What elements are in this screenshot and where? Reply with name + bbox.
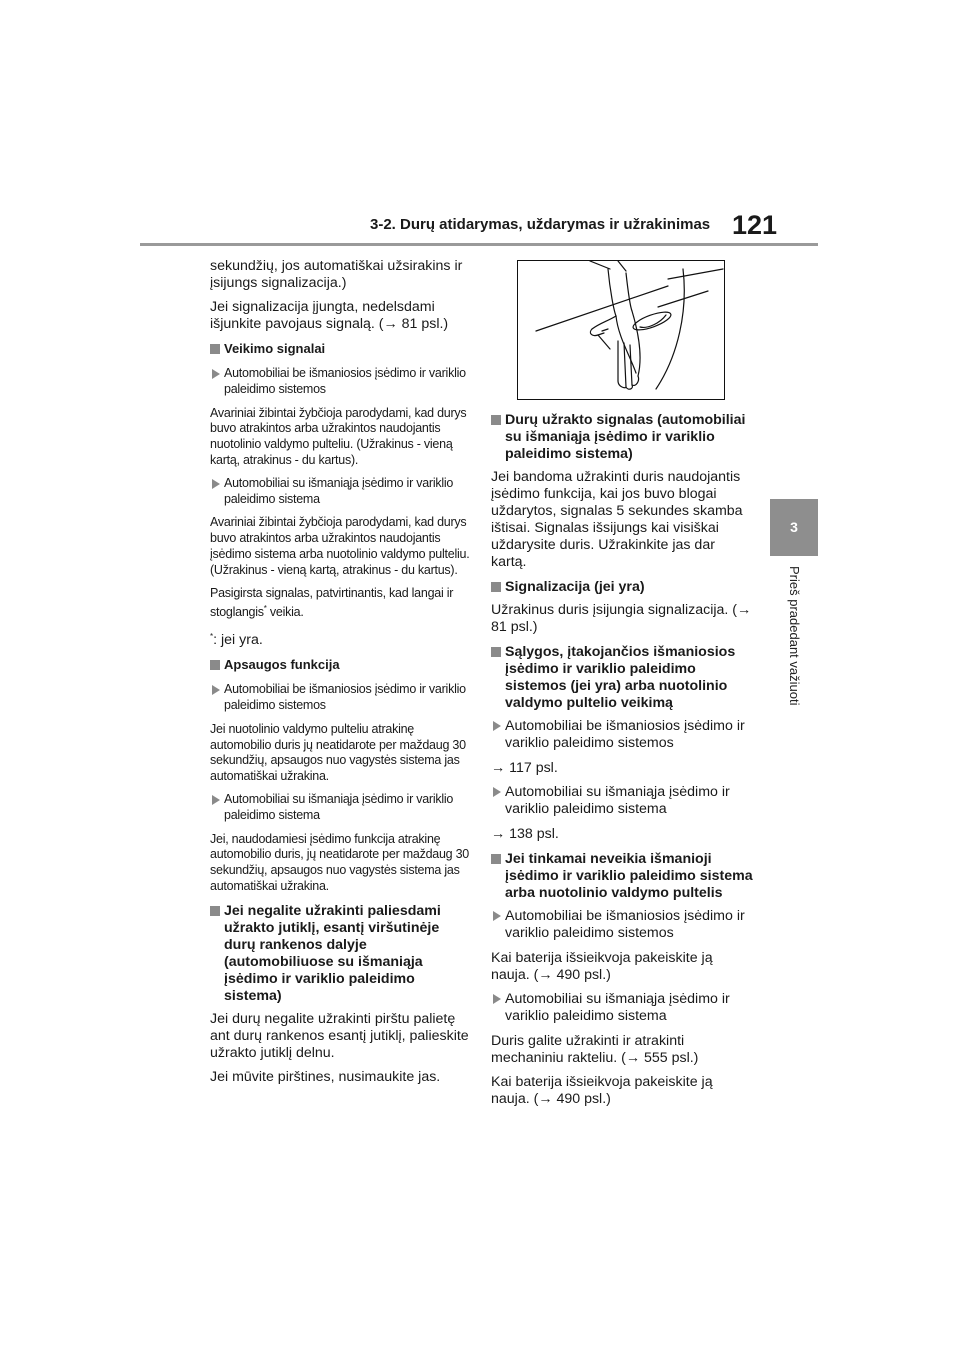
square-bullet-icon [491, 854, 501, 864]
operation-signals-text-3: Pasigirsta signalas, patvirtinantis, kad langai ir stoglangis* veikia. [210, 585, 454, 620]
bullet-item: Automobiliai be išmaniosios įsėdimo ir variklio paleidimo sistemos [491, 908, 753, 942]
operation-signals-text-2: Avariniai žibintai žybčioja parodydami, kad durys buvo atrakintos arba užrakintos naudojantis įsėdimo sistema arba nuotolinio valdymo pulteliu. (Užrakinus - vieną kartą, atrakinus - du kartus). [210, 515, 470, 577]
operation-signals-heading: Veikimo signalai [210, 341, 472, 357]
header-rule [140, 243, 818, 246]
page-number: 121 [732, 210, 778, 240]
square-bullet-icon [491, 415, 501, 425]
conditions-reference-1: → 117 psl. [491, 760, 558, 776]
intro-text-2: Jei signalizacija įjungta, nedelsdami išjunkite pavojaus signalą. (→ 81 psl.) [210, 299, 449, 332]
triangle-bullet-icon [493, 787, 501, 797]
chapter-label: Prieš pradedant važiuoti [787, 566, 802, 706]
malfunction-heading: Jei tinkamai neveikia išmanioji įsėdimo ir variklio paleidimo sistema arba nuotolinio valdymo pultelis [491, 851, 753, 902]
security-text-1: Jei nuotolinio valdymo pulteliu atrakinę automobilio duris jų neatidarote per maždaug 30 sekundžių, apsaugos nuo vagystės sistema jas automatiškai užrakina. [210, 721, 466, 784]
square-bullet-icon [210, 906, 220, 916]
malfunction-text-3: Kai baterija išsieikvoja pakeiskite ją nauja. (→ 490 psl.) [491, 1074, 713, 1107]
square-bullet-icon [491, 647, 501, 657]
square-bullet-icon [210, 344, 220, 354]
lock-sensor-text-2: Jei mūvite pirštines, nusimaukite jas. [210, 1068, 441, 1085]
triangle-bullet-icon [212, 369, 220, 379]
bullet-item: Automobiliai su išmaniąja įsėdimo ir variklio paleidimo sistema [210, 476, 472, 508]
triangle-bullet-icon [212, 795, 220, 805]
footnote: *: jei yra. [210, 632, 263, 649]
security-text-2: Jei, naudodamiesi įsėdimo funkcija atrakinę automobilio duris, jų neatidarote per maždaug 30 sekundžių, apsaugos nuo vagystės sistema jas automatiškai užrakina. [210, 831, 470, 893]
hand-door-handle-illustration [517, 260, 725, 400]
bullet-item: Automobiliai be išmaniosios įsėdimo ir variklio paleidimo sistemos [210, 682, 472, 714]
right-column [491, 404, 753, 1115]
malfunction-text-2: Duris galite užrakinti ir atrakinti mechaniniu rakteliu. (→ 555 psl.) [491, 1033, 699, 1066]
conditions-heading: Sąlygos, įtakojančios išmaniosios įsėdimo ir variklio paleidimo sistemos (jei yra) arba nuotolinio valdymo pultelio veikimą [491, 644, 753, 712]
conditions-reference-2: → 138 psl. [491, 826, 559, 842]
alarm-heading: Signalizacija (jei yra) [491, 579, 753, 596]
square-bullet-icon [210, 660, 220, 670]
bullet-item: Automobiliai su išmaniąja įsėdimo ir variklio paleidimo sistema [210, 792, 472, 824]
operation-signals-text-1: Avariniai žibintai žybčioja parodydami, kad durys buvo atrakintos arba užrakintos naudojantis nuotolinio valdymo pulteliu. (Užrakinus - vieną kartą, atrakinus - du kartus). [210, 405, 467, 467]
triangle-bullet-icon [493, 911, 501, 921]
lock-sensor-text-1: Jei durų negalite užrakinti pirštu palietę ant durų rankenos esantį jutiklį, palieskite užrakto jutiklį delnu. [210, 1010, 469, 1061]
triangle-bullet-icon [212, 685, 220, 695]
bullet-item: Automobiliai su išmaniąja įsėdimo ir variklio paleidimo sistema [491, 784, 753, 818]
security-function-heading: Apsaugos funkcija [210, 657, 472, 673]
door-lock-buzzer-heading: Durų užrakto signalas (automobiliai su išmaniąja įsėdimo ir variklio paleidimo sistema) [491, 412, 753, 463]
bullet-item: Automobiliai su išmaniąja įsėdimo ir variklio paleidimo sistema [491, 991, 753, 1025]
triangle-bullet-icon [212, 479, 220, 489]
door-lock-buzzer-text: Jei bandoma užrakinti duris naudojantis įsėdimo funkcija, kai jos buvo blogai uždarytos, signalas 5 sekundes skamba ištisai. Signalas išsijungs kai visiškai uždarysite duris. Užrakinkite jas dar kartą. [491, 469, 743, 570]
triangle-bullet-icon [493, 721, 501, 731]
square-bullet-icon [491, 582, 501, 592]
intro-text-1: sekundžių, jos automatiškai užsirakins ir įsijungs signalizacija.) [210, 258, 463, 291]
bullet-item: Automobiliai be išmaniosios įsėdimo ir variklio paleidimo sistemos [210, 366, 472, 398]
malfunction-text-1: Kai baterija išsieikvoja pakeiskite ją nauja. (→ 490 psl.) [491, 950, 713, 983]
triangle-bullet-icon [493, 994, 501, 1004]
lock-sensor-heading: Jei negalite užrakinti paliesdami užrakto jutiklį, esantį viršutinėje durų rankenos dalyje (automobiliuose su išmaniąja įsėdimo ir variklio paleidimo sistema) [210, 903, 472, 1005]
bullet-item: Automobiliai be išmaniosios įsėdimo ir variklio paleidimo sistemos [491, 718, 753, 752]
hand-touching-door-handle-icon [518, 261, 724, 399]
section-title: 3-2. Durų atidarymas, uždarymas ir užrakinimas [370, 216, 711, 233]
left-column [210, 258, 472, 1093]
alarm-text: Užrakinus duris įsijungia signalizacija. (→ 81 psl.) [491, 602, 752, 635]
chapter-tab: 3 [770, 499, 818, 556]
